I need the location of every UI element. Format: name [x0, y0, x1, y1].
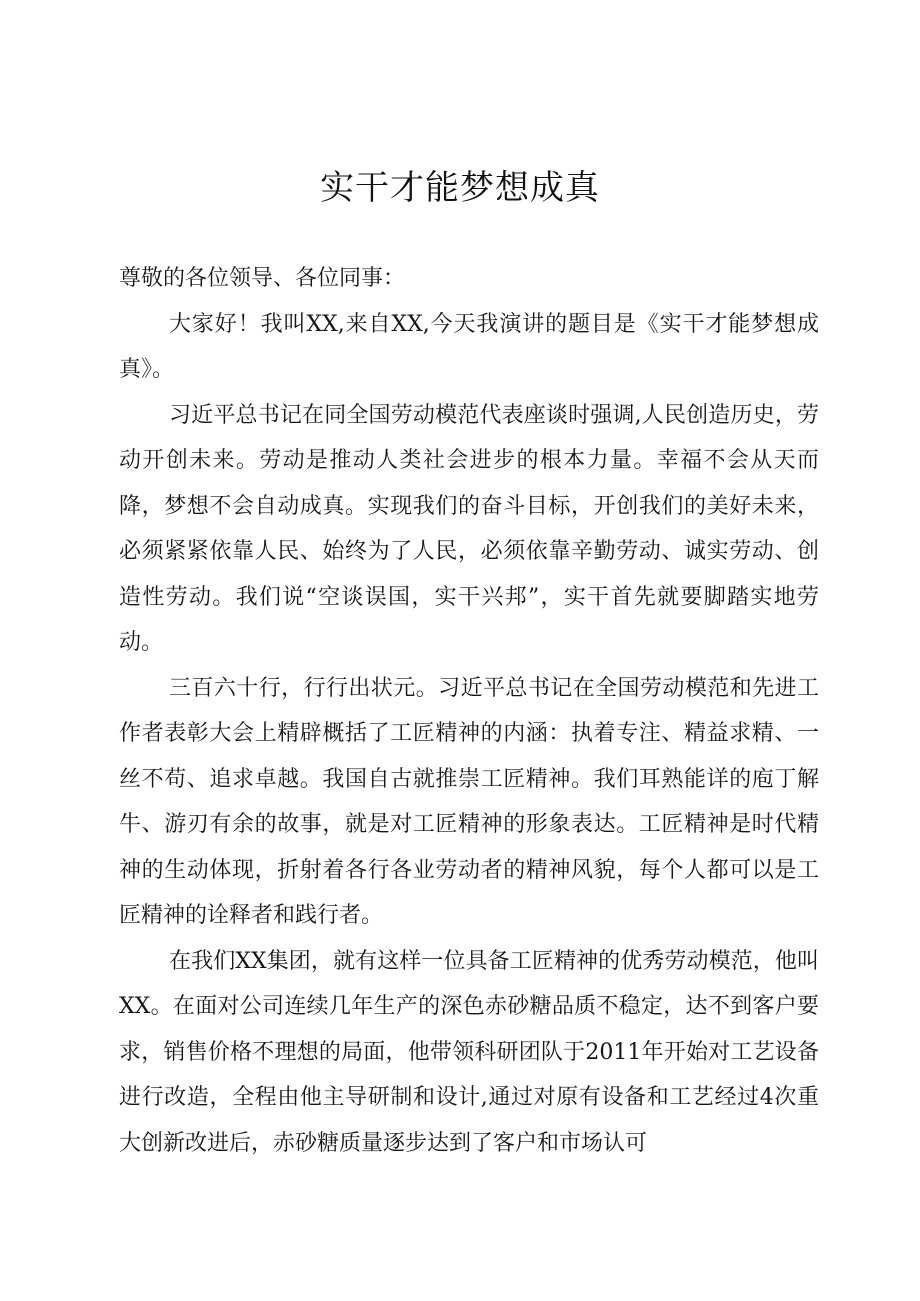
document-title: 实干才能梦想成真	[320, 168, 600, 208]
paragraph-craftsman: 三百六十行，行行出状元。习近平总书记在全国劳动模范和先进工作者表彰大会上精辟概括了工匠精神的内涵：执着专注、精益求精、一丝不苟、追求卓越。我国自古就推崇工匠精神。我们耳熟能详的庖丁解牛、游刃有余的故事，就是对工匠精神的形象表达。工匠精神是时代精神的生动体现，折射着各行各业劳动者的精神风貌，每个人都可以是工匠精神的诠释者和践行者。	[119, 675, 819, 928]
salutation: 尊敬的各位领导、各位同事：	[119, 266, 406, 291]
paragraph-greeting: 大家好！我叫XX,来自XX,今天我演讲的题目是《实干才能梦想成真》。	[119, 311, 819, 382]
paragraph-model-worker: 在我们XX集团，就有这样一位具备工匠精神的优秀劳动模范，他叫XX。在面对公司连续几年生产的深色赤砂糖品质不稳定，达不到客户要求，销售价格不理想的局面，他带领科研团队于2011年开始对工艺设备进行改造，全程由他主导研制和设计,通过对原有设备和工艺经过4次重大创新改进后，赤砂糖质量逐步达到了客户和市场认可	[119, 948, 819, 1156]
paragraph-labor: 习近平总书记在同全国劳动模范代表座谈时强调,人民创造历史，劳动开创未来。劳动是推动人类社会进步的根本力量。幸福不会从天而降，梦想不会自动成真。实现我们的奋斗目标，开创我们的美好未来，必须紧紧依靠人民、始终为了人民，必须依靠辛勤劳动、诚实劳动、创造性劳动。我们说“空谈误国，实干兴邦”，实干首先就要脚踏实地劳动。	[119, 402, 819, 655]
document-body	[119, 256, 819, 1166]
